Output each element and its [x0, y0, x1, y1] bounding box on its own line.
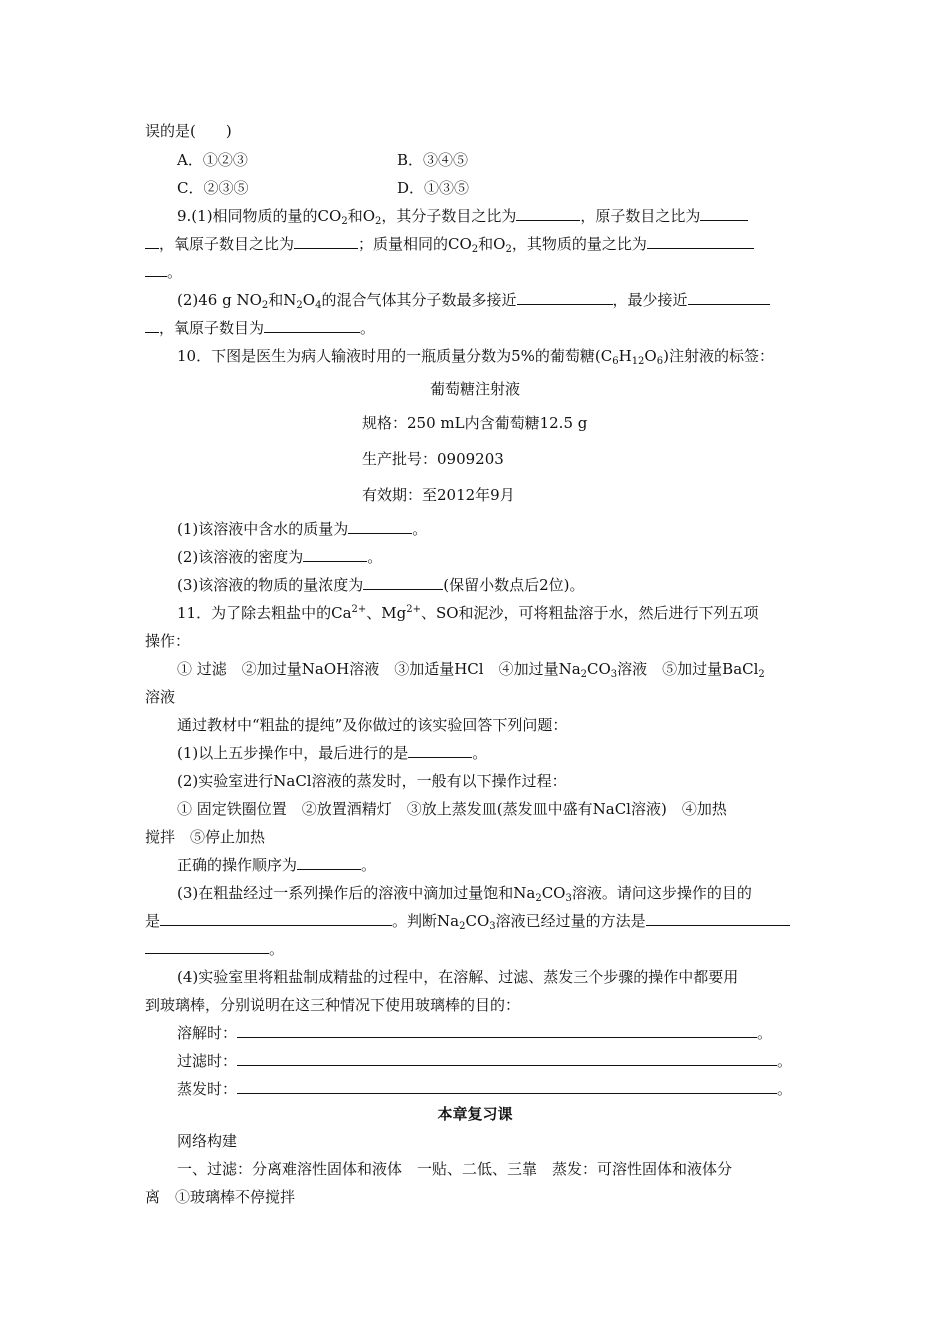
q11-blank-order [297, 855, 361, 870]
q9-blank-oxygen-ratio [294, 234, 358, 249]
q11-sub-3-end: 。 [145, 939, 284, 959]
q9-blank-mole-ratio [647, 234, 754, 249]
q8-option-c: C．②③⑤ [177, 179, 249, 197]
q11-evaporation-steps: ① 固定铁圈位置 ②放置酒精灯 ③放上蒸发皿(蒸发皿中盛有NaCl溶液) ④加热 [177, 800, 727, 818]
q11-blank-dissolve [237, 1023, 757, 1038]
q9-line-3: 。 [145, 262, 182, 282]
review-line-2: 离 ①玻璃棒不停搅拌 [145, 1188, 296, 1206]
q11-blank-evaporate [237, 1079, 777, 1094]
label-batch: 生产批号：0909203 [362, 450, 504, 468]
review-title: 本章复习课 [437, 1105, 513, 1123]
q9-line-5: ，氧原子数目为 。 [145, 318, 375, 338]
q11-blank-last-step [408, 743, 472, 758]
q10-sub-3: (3)该溶液的物质的量浓度为 (保留小数点后2位)。 [177, 576, 585, 594]
q9-blank-max-molecules [517, 290, 613, 305]
q9-line-2: ，氧原子数目之比为 ；质量相同的$CO_2$和$O_2$，其物质的量之比为 [145, 234, 754, 254]
q11-line-1: 11．为了除去粗盐中的$Ca^{2+}$、$Mg^{2+}$、SO和泥沙，可将粗盐溶于水，然后进行下列五项 [177, 604, 759, 622]
q10-blank-concentration [363, 575, 443, 590]
q10-sub-2: (2)该溶液的密度为 。 [177, 548, 383, 566]
q9-blank-molecule-ratio [516, 206, 580, 221]
q8-stem-tail: 误的是( ) [145, 122, 232, 140]
review-network-heading: 网络构建 [177, 1132, 238, 1150]
q11-blank-purpose [160, 911, 392, 926]
q9-blank-oxygen-atoms [264, 318, 360, 333]
q10-intro: 10．下图是医生为病人输液时用的一瓶质量分数为5%的葡萄糖$(C_6H_{12}O_6)$注射液的标签： [177, 347, 774, 367]
q11-filter-line: 过滤时： 。 [177, 1052, 793, 1070]
q9-blank-atom-ratio [700, 206, 748, 221]
q11-dissolve-line: 溶解时： 。 [177, 1024, 773, 1042]
q11-sub-1: (1)以上五步操作中，最后进行的是 。 [177, 744, 488, 762]
q10-blank-water-mass [348, 519, 412, 534]
q8-option-b: B．③④⑤ [397, 151, 469, 169]
q11-blank-filter [237, 1051, 777, 1066]
q11-sub-2: (2)实验室进行NaCl溶液的蒸发时，一般有以下操作过程： [177, 772, 567, 790]
q9-line-1: 9.(1)相同物质的量的$CO_2$和$O_2$，其分子数目之比为 ，原子数目之比为 [177, 206, 748, 226]
q10-sub-1: (1)该溶液中含水的质量为 。 [177, 520, 428, 538]
label-spec: 规格：250 mL内含葡萄糖12.5 g [362, 414, 588, 432]
label-expiry: 有效期：至2012年9月 [362, 486, 515, 504]
q11-sub-4: (4)实验室里将粗盐制成精盐的过程中，在溶解、过滤、蒸发三个步骤的操作中都要用 [177, 968, 739, 986]
q8-option-d: D．①③⑤ [397, 179, 470, 197]
q10-blank-density [303, 547, 367, 562]
q9-blank-min-molecules [688, 290, 770, 305]
q11-line-5: 通过教材中“粗盐的提纯”及你做过的该实验回答下列问题： [177, 716, 568, 734]
q11-evaporation-steps-cont: 搅拌 ⑤停止加热 [145, 828, 266, 846]
q11-blank-method [646, 911, 790, 926]
q11-line-2: 操作： [145, 632, 191, 650]
q11-operations: ① 过滤 ②加过量NaOH溶液 ③加适量HCl ④加过量$Na_2CO_3$溶液 ⑤加过量BaCl$_2$ [177, 660, 765, 680]
q11-line-4: 溶液 [145, 688, 176, 706]
review-line-1: 一、过滤：分离难溶性固体和液体 一贴、二低、三靠 蒸发：可溶性固体和液体分 [177, 1160, 733, 1178]
label-title: 葡萄糖注射液 [429, 380, 520, 398]
q11-sub-3: (3)在粗盐经过一系列操作后的溶液中滴加过量饱和$Na_2CO_3$溶液。请问这步操作的目的 [177, 884, 752, 904]
q11-evaporate-line: 蒸发时： 。 [177, 1080, 793, 1098]
q8-option-a: A．①②③ [177, 151, 248, 169]
q9-line-4: (2)46 g $NO_2$和$N_2O_4$的混合气体其分子数最多接近 ，最少接近 [177, 290, 770, 310]
q11-sub-3-cont: 是 。判断$Na_2CO_3$溶液已经过量的方法是 [145, 911, 790, 931]
q11-order: 正确的操作顺序为 。 [177, 856, 377, 874]
q11-sub-4-cont: 到玻璃棒，分别说明在这三种情况下使用玻璃棒的目的： [145, 996, 521, 1014]
